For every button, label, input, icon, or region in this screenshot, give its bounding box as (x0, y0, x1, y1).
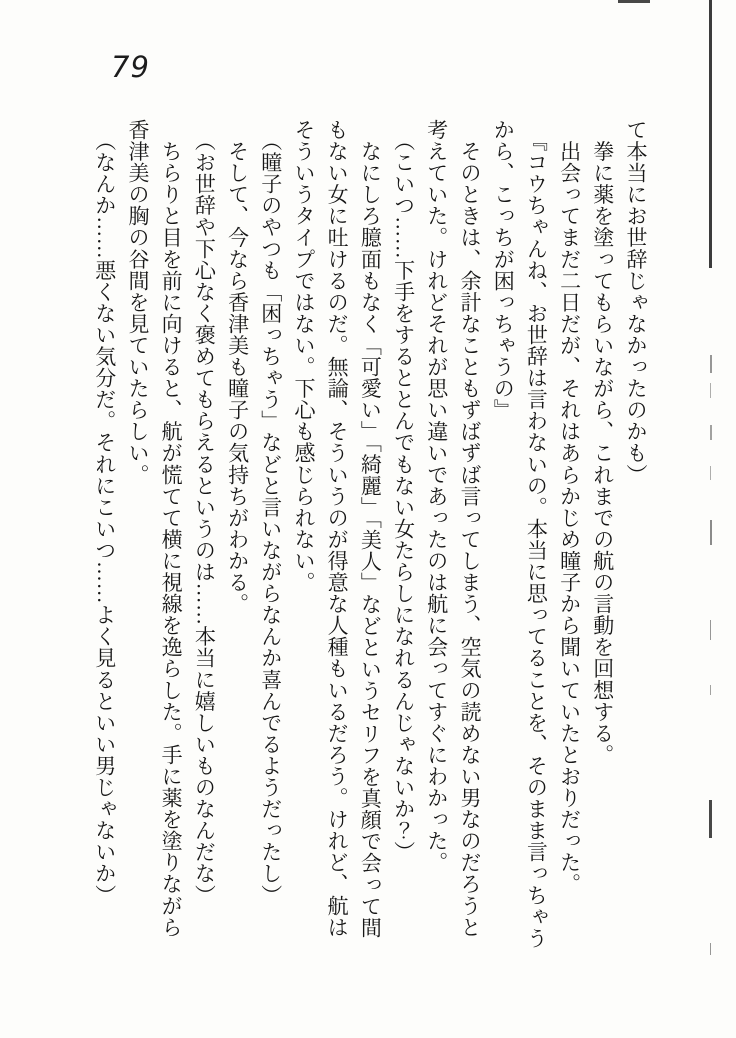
scan-edge-dash (710, 620, 711, 640)
text-column: ちらりと目を前に向けると、航が慌てて横に視線を逸らした。手に薬を塗りながら (159, 119, 184, 938)
text-column: そういうタイプではない。下心も感じられない。 (291, 119, 316, 594)
text-column: もない女に吐けるのだ。無論、そういうのが得意な人種もいるだろう。けれど、航は (325, 119, 350, 938)
scan-edge-line (709, 0, 712, 268)
text-column: （なんか……悪くない気分だ。それにこいつ……よく見るといい男じゃないか） (92, 119, 117, 906)
text-column: そして、今なら香津美も瞳子の気持ちがわかる。 (225, 119, 250, 615)
text-column: 『コウちゃんね、お世辞は言わないの。本当に思ってることを、そのまま言っちゃう (524, 119, 549, 949)
scan-edge-dash (710, 685, 711, 695)
scan-edge-dash (710, 355, 712, 373)
text-column: て本当にお世辞じゃなかったのかも） (624, 119, 648, 486)
text-column: 拳に薬を塗ってもらいながら、これまでの航の言動を回想する。 (590, 119, 615, 766)
scan-edge-dash (710, 383, 711, 398)
page-number: 79 (111, 50, 150, 84)
text-column: 香津美の胸の谷間を見ていたらしい。 (125, 119, 150, 486)
text-column: 考えていた。けれどそれが思い違いであったのは航に会ってすぐにわかった。 (424, 119, 449, 874)
text-column: （お世辞や下心なく褒めてもらえるというのは……本当に嬉しいものなんだな） (192, 119, 217, 906)
text-column: なにしろ臆面もなく「可愛い」「綺麗」「美人」などというセリフを真顔で会って間 (358, 119, 383, 939)
text-column: （瞳子のやつも「困っちゃう」などと言いながらなんか喜んでるようだったし） (258, 119, 283, 906)
scan-edge-dash (710, 520, 712, 545)
scan-edge-dash (710, 943, 711, 955)
text-column: （こいつ……下手をするととんでもない女たらしになれるんじゃないか？） (391, 119, 416, 863)
text-column: から、こっちが困っちゃうの』 (491, 119, 516, 421)
text-column: そのときは、余計なこともずばずば言ってしまう、空気の読めない男なのだろうと (457, 119, 482, 938)
scan-edge-dash (710, 425, 712, 440)
text-column: 出会ってまだ二日だが、それはあらかじめ瞳子から聞いていたとおりだった。 (557, 119, 582, 895)
body-text (88, 119, 652, 977)
scan-edge-dash (710, 466, 711, 480)
scan-top-tick (618, 0, 650, 3)
scan-edge-dash (709, 800, 712, 838)
